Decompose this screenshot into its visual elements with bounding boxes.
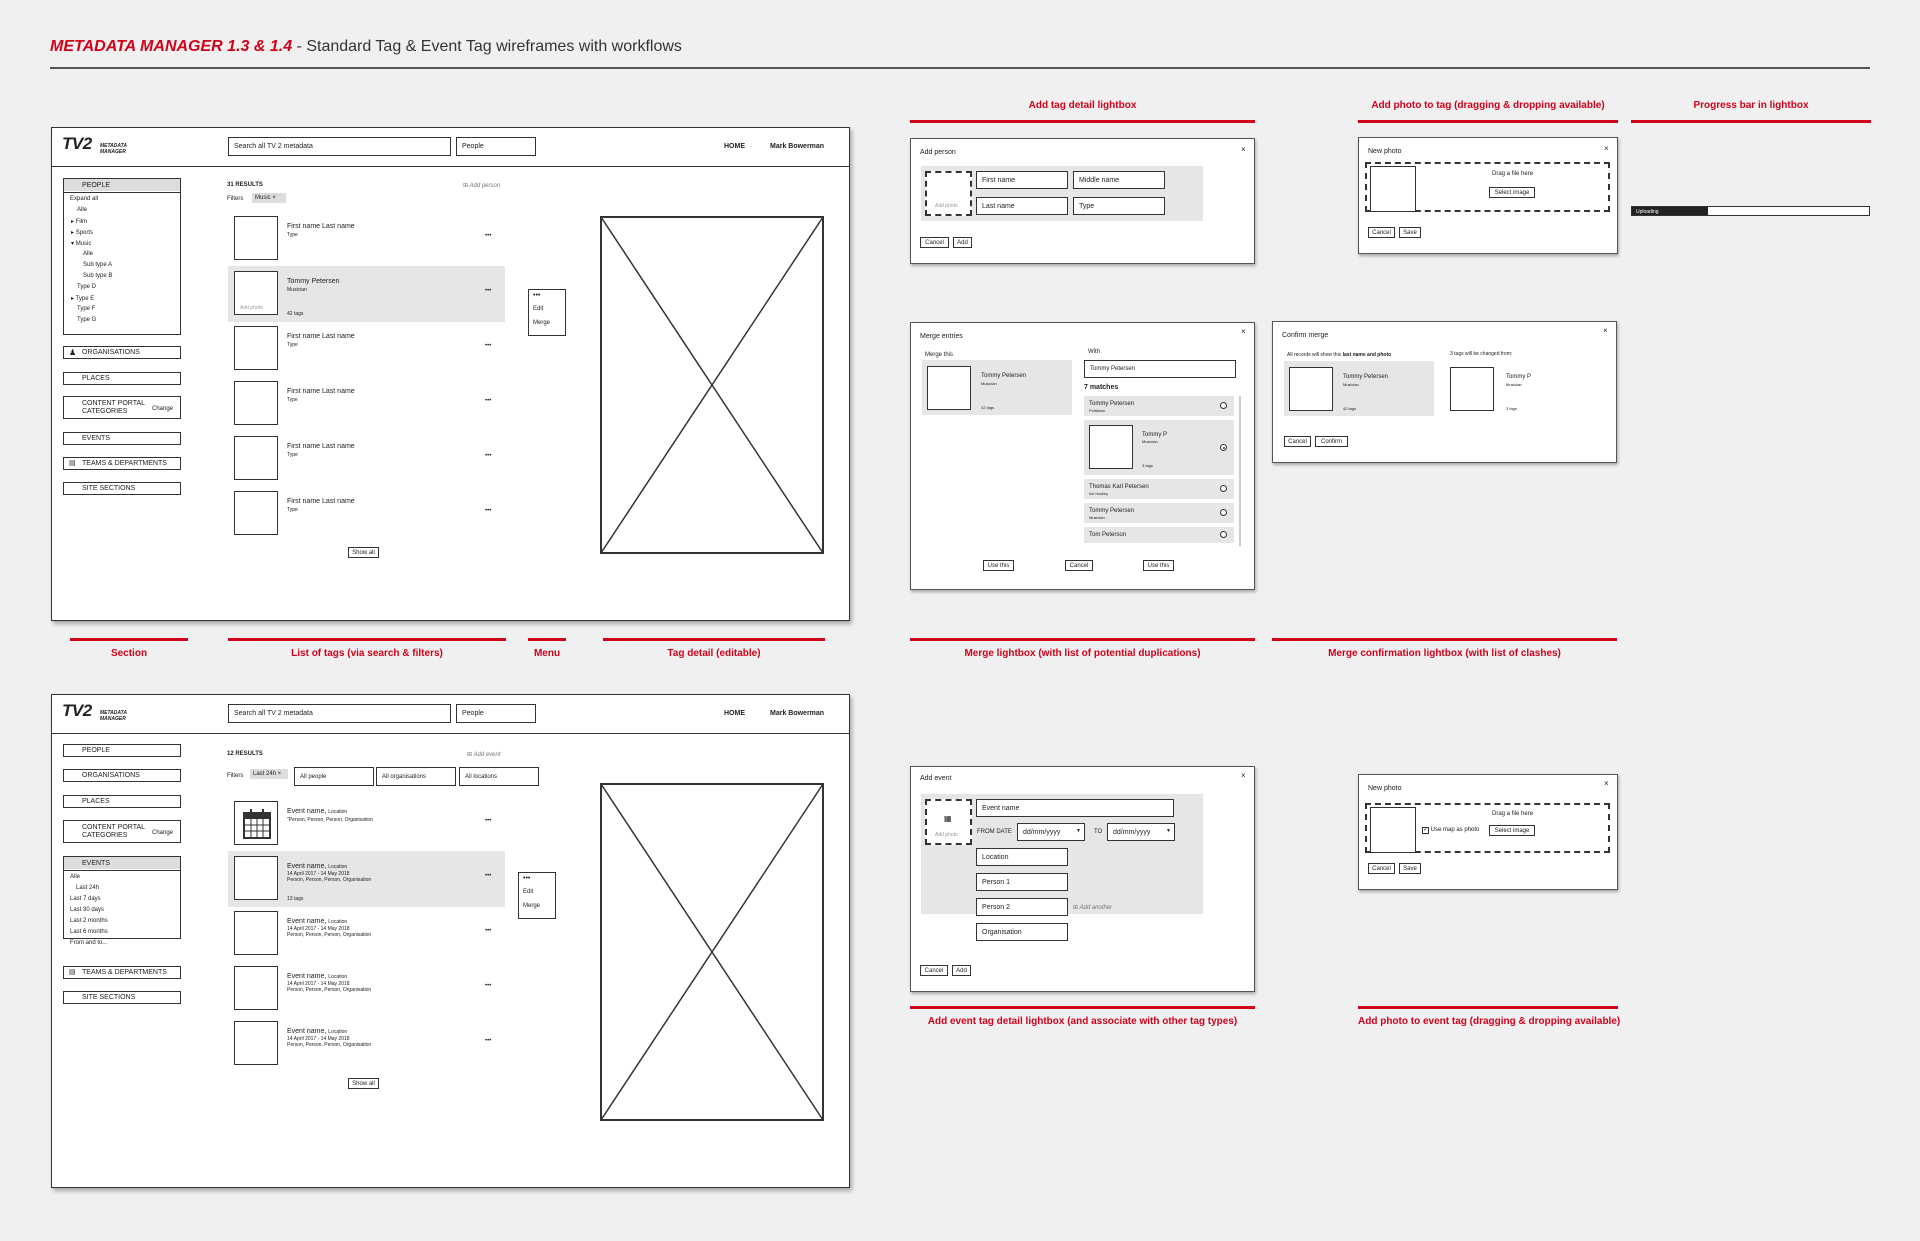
merged-name: Tommy Petersen [1343,374,1389,380]
event-people: Person, Person, Person, Organisation [287,987,372,993]
match-type: Ice hockey [1089,491,1109,496]
home-link[interactable]: HOME [724,143,745,150]
close-icon[interactable]: × [1241,145,1246,154]
tag-type: Type [287,342,298,348]
add-button[interactable]: Add [953,237,972,248]
range-item[interactable]: Last 6 months [70,929,108,935]
nav-people[interactable]: PEOPLE [63,744,181,757]
cancel-button[interactable]: Cancel [1065,560,1093,571]
lightbox-title: Confirm merge [1282,332,1329,339]
menu-merge[interactable]: Merge [523,903,541,909]
first-name-input[interactable]: First name [976,171,1068,189]
menu-dots-icon: ••• [523,875,531,882]
people-divider [64,192,180,193]
event-people: Person, Person, Person, Organisation [287,932,372,938]
nav-people[interactable]: PEOPLE [64,179,180,191]
photo-dropzone[interactable] [925,171,972,216]
match-radio[interactable] [1220,485,1227,492]
clash-type: Musician [1506,382,1522,387]
event-name[interactable]: Event name, Location [287,918,348,925]
tag-thumbnail[interactable] [234,491,278,535]
tag-type: Type [287,452,298,458]
drag-hint: Drag a file here [1492,171,1534,177]
merge-search-input[interactable]: Tommy Petersen [1084,360,1236,378]
caption-menu: Menu [528,638,566,659]
middle-name-input[interactable]: Middle name [1073,171,1165,189]
source-type: Musician [981,381,997,386]
lightbox-title: New photo [1368,148,1402,155]
nav-content-portal[interactable]: CONTENT PORTAL CATEGORIES Change [63,820,181,843]
event-people: Person, Person, Person, Organisation [287,877,372,883]
more-icon[interactable]: ••• [485,288,492,294]
nav-events[interactable]: EVENTS [63,432,181,445]
context-menu [528,289,566,336]
use-map-checkbox[interactable]: ✓ Use map as photo [1423,827,1480,833]
more-icon[interactable]: ••• [485,1038,492,1044]
close-icon[interactable]: × [1604,779,1609,788]
filters-label: Filters [227,196,244,202]
add-photo-label: Add photo [240,305,263,311]
show-all-button[interactable]: Show all [348,1078,379,1089]
from-date-label: FROM DATE [977,829,1012,835]
photo-dropzone[interactable] [925,799,972,845]
location-input[interactable]: Location [976,848,1068,866]
add-person-lightbox [910,138,1255,264]
add-person-link[interactable]: ⊞ Add person [463,183,501,189]
nav-events[interactable]: EVENTS [64,857,180,869]
organisations-dropdown[interactable]: All organisations [376,767,456,786]
nav-organisations[interactable]: ♟ ORGANISATIONS [63,346,181,359]
cancel-button[interactable]: Cancel [1284,436,1311,447]
search-input[interactable]: Search all TV 2 metadata [228,137,451,156]
tag-thumbnail[interactable] [234,271,278,315]
match-radio[interactable] [1220,444,1227,451]
version: 1.3 & 1.4 [227,38,293,55]
event-photo-lightbox [1358,774,1618,890]
calendar-icon: ▦ [944,814,952,823]
wireframe-people [51,127,850,621]
range-item[interactable]: From and to... [70,940,108,946]
tag-thumbnail[interactable] [234,326,278,370]
tree-item[interactable]: Type D [77,284,97,290]
scrollbar[interactable] [1239,396,1241,546]
drag-hint: Drag a file here [1492,811,1534,817]
event-thumbnail[interactable] [234,856,278,900]
event-name[interactable]: Event name, Location [287,808,348,815]
results-count: 12 RESULTS [227,751,263,757]
add-another-link[interactable]: ⊞ Add another [1073,905,1113,911]
photo-thumbnail [1370,807,1416,853]
lightbox-title: Merge entries [920,333,963,340]
use-this-button-2[interactable]: Use this [1143,560,1174,571]
progress-bar [1631,206,1870,216]
event-thumbnail[interactable] [234,911,278,955]
logo-subtitle [100,710,127,722]
save-button[interactable]: Save [1399,227,1421,238]
tree-item[interactable]: ▸ Film [71,219,88,225]
people-group-icon: ♟ [69,348,77,357]
add-event-lightbox [910,766,1255,992]
clash-thumbnail [1450,367,1494,411]
match-radio[interactable] [1220,402,1227,409]
events-divider [64,870,180,871]
save-button[interactable]: Save [1399,863,1421,874]
nav-organisations[interactable]: ORGANISATIONS [63,769,181,782]
title-rule [50,67,1870,69]
locations-dropdown[interactable]: All locations [459,767,539,786]
event-dates: 14 April 2017 - 14 May 2018 [287,871,350,877]
page-title [50,38,682,56]
close-icon[interactable]: × [1241,327,1246,336]
event-thumbnail[interactable] [234,966,278,1010]
match-radio[interactable] [1220,509,1227,516]
home-link[interactable]: HOME [724,710,745,717]
range-item[interactable]: Last 2 months [70,918,108,924]
tag-name[interactable]: First name Last name [287,498,355,505]
header-divider [52,733,849,734]
filters-label: Filters [227,773,244,779]
tree-item[interactable]: ▾ Music [71,241,92,247]
match-type: Musician [1142,439,1158,444]
person2-input[interactable]: Person 2 [976,898,1068,916]
event-dates: 14 April 2017 - 14 May 2018 [287,926,350,932]
menu-edit[interactable]: Edit [523,889,534,895]
tag-name[interactable]: First name Last name [287,333,355,340]
merge-this-label: Merge this [925,352,954,358]
more-icon[interactable]: ••• [485,983,492,989]
match-name: Thomas Karl Petersen [1089,484,1149,490]
confirm-button[interactable]: Confirm [1315,436,1348,447]
tag-type: Musician [287,287,307,293]
change-link[interactable]: Change [152,830,174,836]
caption-merge: Merge lightbox (with list of potential duplications) [910,638,1255,659]
chevron-down-icon: ▼ [1166,828,1171,834]
match-type: Politician [1089,408,1106,413]
tree-expand[interactable]: Expand all [70,196,99,202]
match-name: Tommy Petersen [1089,401,1135,407]
tree-item[interactable]: Sub type B [83,273,113,279]
tag-name[interactable]: First name Last name [287,388,355,395]
caption-add-photo: Add photo to tag (dragging & dropping available) [1358,100,1618,123]
cancel-button[interactable]: Cancel [920,965,948,976]
more-icon[interactable]: ••• [485,818,492,824]
confirm-note: All records will show this last name and photo [1287,352,1392,358]
user-name[interactable]: Mark Bowerman [770,710,825,717]
close-icon[interactable]: × [1241,771,1246,780]
type-input[interactable]: Type [1073,197,1165,215]
last-name-input[interactable]: Last name [976,197,1068,215]
tree-item[interactable]: Alle [77,207,88,213]
more-icon[interactable]: ••• [485,453,492,459]
filter-chip[interactable]: Last 24h × [250,769,288,779]
cancel-button[interactable]: Cancel [920,237,949,248]
tag-thumbnail[interactable] [234,381,278,425]
caption-add-event-photo: Add photo to event tag (dragging & dropping available) [1358,1006,1618,1027]
source-thumbnail [927,366,971,410]
menu-edit[interactable]: Edit [533,306,544,312]
tag-thumbnail[interactable] [234,436,278,480]
nav-teams[interactable]: ▤ TEAMS & DEPARTMENTS [63,966,181,979]
more-icon[interactable]: ••• [485,233,492,239]
new-photo-lightbox [1358,137,1618,254]
filter-chip[interactable]: Music × [252,193,286,203]
select-image-button[interactable]: Select image [1489,825,1535,836]
photo-thumbnail [1370,166,1416,212]
event-thumbnail[interactable] [234,801,278,845]
nav-site-sections[interactable]: SITE SECTIONS [63,482,181,495]
event-name[interactable]: Event name, Location [287,973,348,980]
menu-dots-icon: ••• [533,292,541,299]
matches-count: 7 matches [1084,384,1119,391]
title-rest: - Standard Tag & Event Tag wireframes with workflows [292,38,682,55]
event-name[interactable]: Event name, Location [287,1028,348,1035]
context-menu [518,872,556,919]
match-name: Tommy Petersen [1089,508,1135,514]
to-label: TO [1094,829,1103,835]
logo-subtitle [100,143,127,155]
check-icon: ✓ [1423,827,1429,833]
tag-name[interactable]: First name Last name [287,443,355,450]
tree-item[interactable]: ▸ Type E [71,296,95,302]
tag-type: Type [287,507,298,513]
tag-count: 42 tags [287,311,304,317]
tag-detail-placeholder [600,216,824,554]
range-item[interactable]: Last 30 days [70,907,105,913]
caption-section: Section [70,638,188,659]
use-this-button[interactable]: Use this [983,560,1014,571]
add-event-link[interactable]: ⊞ Add event [467,752,501,758]
select-image-button[interactable]: Select image [1489,187,1535,198]
match-type: Musician [1089,515,1105,520]
clash-note: 3 tags will be changed from: [1450,351,1513,357]
lightbox-title: Add person [920,149,956,156]
close-icon[interactable]: × [1604,144,1609,153]
match-tags: 3 tags [1142,463,1153,468]
more-icon[interactable]: ••• [485,508,492,514]
tag-name[interactable]: Tommy Petersen [287,278,340,285]
tree-item[interactable]: Type G [77,317,97,323]
to-date-input[interactable]: dd/mm/yyyy ▼ [1107,823,1175,841]
tag-thumbnail[interactable] [234,216,278,260]
source-tags: 42 tags [981,405,995,410]
event-people: "Person, Person, Person, Organisation [287,817,373,823]
event-dates: 14 April 2017 - 14 May 2018 [287,981,350,987]
tree-item[interactable]: Type F [77,306,96,312]
clash-tags: 3 tags [1506,406,1517,411]
organisation-input[interactable]: Organisation [976,923,1068,941]
tag-count: 13 tags [287,896,304,902]
caption-confirm: Merge confirmation lightbox (with list of clashes) [1272,638,1617,659]
change-link[interactable]: Change [152,406,174,412]
close-icon[interactable]: × [1603,326,1608,335]
match-name: Tommy P [1142,432,1168,438]
event-thumbnail[interactable] [234,1021,278,1065]
add-photo-label: Add photo [935,832,958,838]
logo-sub1: METADATA [100,710,127,716]
event-name[interactable]: Event name, Location [287,863,348,870]
caption-progress: Progress bar in lightbox [1631,100,1871,123]
more-icon[interactable]: ••• [485,398,492,404]
match-radio[interactable] [1220,531,1227,538]
nav-site-sections[interactable]: SITE SECTIONS [63,991,181,1004]
match-thumbnail [1089,425,1133,469]
logo: TV2 [62,134,92,153]
range-item[interactable]: Alle [70,874,81,880]
app-name: METADATA MANAGER [50,38,223,55]
tree-item[interactable]: Alle [83,251,94,257]
progress-label: Uploading [1636,209,1659,215]
tag-type: Type [287,397,298,403]
caption-add-tag: Add tag detail lightbox [910,100,1255,123]
events-panel [63,856,181,946]
range-item[interactable]: Last 24h [76,885,100,891]
add-button[interactable]: Add [952,965,971,976]
caption-detail: Tag detail (editable) [603,638,825,659]
calendar-icon [243,809,271,839]
event-people: Person, Person, Person, Organisation [287,1042,372,1048]
people-dropdown[interactable]: All people [294,767,374,786]
menu-merge[interactable]: Merge [533,320,551,326]
results-count: 31 RESULTS [227,182,263,188]
lightbox-title: Add event [920,775,952,782]
logo-sub2: MANAGER [100,716,126,722]
cancel-button[interactable]: Cancel [1368,227,1395,238]
merged-type: Musician [1343,382,1359,387]
nav-places[interactable]: PLACES [63,372,181,385]
with-label: With [1088,349,1100,355]
teams-icon: ▤ [69,460,76,467]
person1-input[interactable]: Person 1 [976,873,1068,891]
match-name: Tom Peterson [1089,532,1127,538]
category-select[interactable]: People [456,137,536,156]
category-select[interactable]: People [456,704,536,723]
tree-item[interactable]: ▸ Sports [71,230,94,236]
chevron-down-icon: ▼ [1076,828,1081,834]
tag-detail-placeholder [600,783,824,1121]
merged-thumbnail [1289,367,1333,411]
tree-item[interactable]: Sub type A [83,262,113,268]
search-input[interactable]: Search all TV 2 metadata [228,704,451,723]
logo: TV2 [62,701,92,720]
merge-lightbox [910,322,1255,590]
merged-tags: 42 tags [1343,406,1357,411]
user-name[interactable]: Mark Bowerman [770,143,825,150]
logo-sub2: MANAGER [100,149,126,155]
caption-list: List of tags (via search & filters) [228,638,506,659]
more-icon[interactable]: ••• [485,873,492,879]
clash-name: Tommy P [1506,374,1532,380]
nav-teams[interactable]: ▤ TEAMS & DEPARTMENTS [63,457,181,470]
tag-name[interactable]: First name Last name [287,223,355,230]
confirm-merge-lightbox [1272,321,1617,463]
logo-sub1: METADATA [100,143,127,149]
more-icon[interactable]: ••• [485,928,492,934]
lightbox-title: New photo [1368,785,1402,792]
from-date-input[interactable]: dd/mm/yyyy ▼ [1017,823,1085,841]
source-name: Tommy Petersen [981,373,1027,379]
show-all-button[interactable]: Show all [348,547,379,558]
teams-icon: ▤ [69,969,76,976]
header-divider [52,166,849,167]
nav-content-portal[interactable]: CONTENT PORTAL CATEGORIES Change [63,396,181,419]
more-icon[interactable]: ••• [485,343,492,349]
event-name-input[interactable]: Event name [976,799,1174,817]
caption-add-event: Add event tag detail lightbox (and associate with other tag types) [910,1006,1255,1027]
tag-type: Type [287,232,298,238]
range-item[interactable]: Last 7 days [70,896,101,902]
wireframe-events [51,694,850,1188]
add-photo-label: Add photo [935,203,958,209]
people-panel [63,178,181,335]
event-dates: 14 April 2017 - 14 May 2018 [287,1036,350,1042]
cancel-button[interactable]: Cancel [1368,863,1395,874]
nav-places[interactable]: PLACES [63,795,181,808]
